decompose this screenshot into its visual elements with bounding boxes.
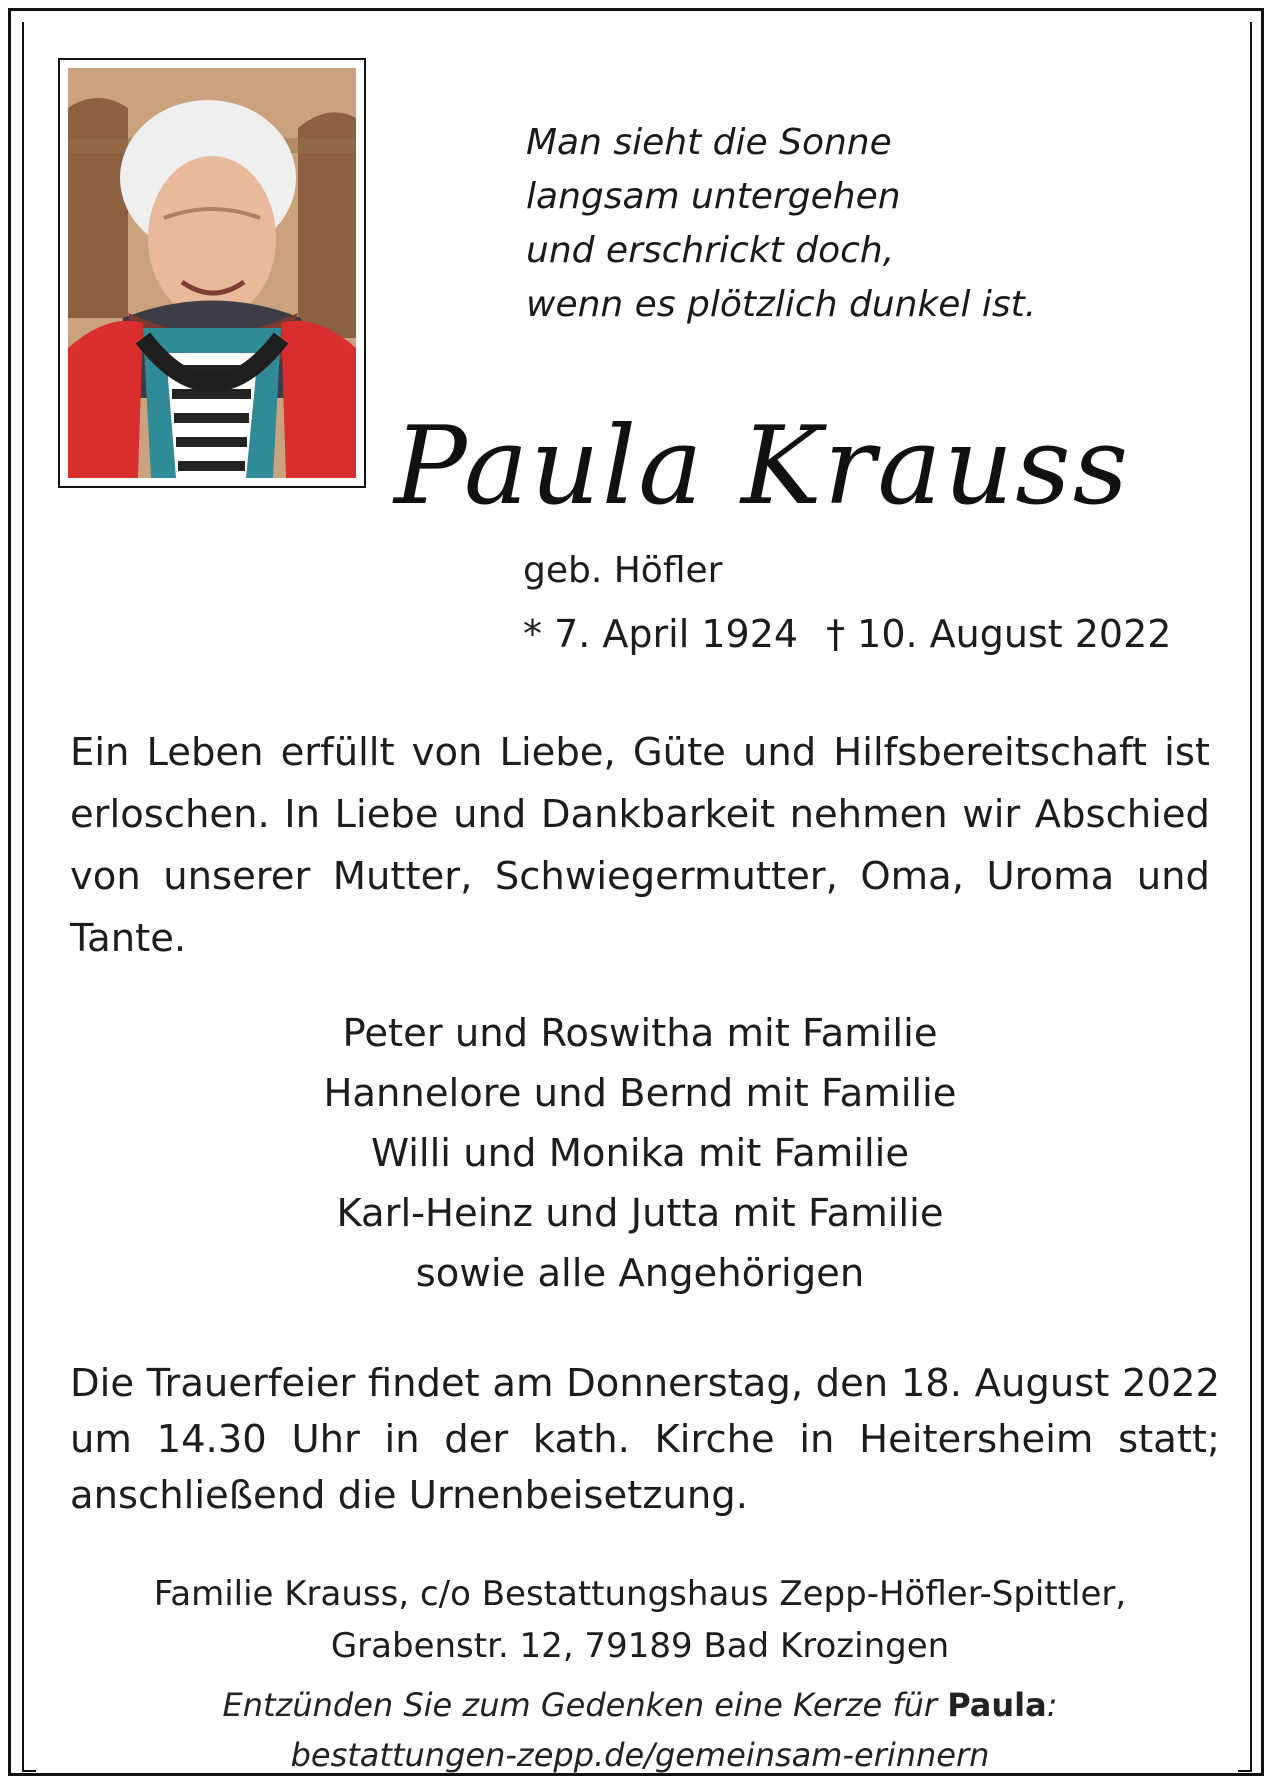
memorial-quote <box>526 116 1086 332</box>
candle-colon: : <box>1046 1686 1058 1724</box>
contact-line: Familie Krauss, c/o Bestattungshaus Zepp-Höfler-Spittler, <box>153 1574 1127 1614</box>
deceased-name: Paula Krauss <box>394 404 1131 529</box>
family-member: sowie alle Angehörigen <box>415 1251 865 1296</box>
family-member: Hannelore und Bernd mit Familie <box>323 1071 957 1116</box>
quote-line: wenn es plötzlich dunkel ist. <box>526 284 1037 325</box>
family-member: Willi und Monika mit Familie <box>370 1131 910 1176</box>
candle-name: Paula <box>947 1686 1047 1724</box>
candle-text: Entzünden Sie zum Gedenken eine Kerze für <box>222 1686 948 1724</box>
candle-line <box>70 1680 1210 1730</box>
family-member: Peter und Roswitha mit Familie <box>342 1011 938 1056</box>
portrait-illustration <box>68 68 356 478</box>
corner-mark-left <box>22 1758 36 1772</box>
contact-address <box>70 1568 1210 1672</box>
death-date: † 10. August 2022 <box>826 612 1172 656</box>
funeral-service-details: Die Trauerfeier findet am Donnerstag, den 18. August 2022 um 14.30 Uhr in der kath. Kirche in Heitersheim statt; anschließend die Urnenbeisetzung. <box>70 1361 1220 1518</box>
family-list <box>70 1004 1210 1304</box>
life-dates <box>523 610 1171 658</box>
quote-line: und erschrickt doch, <box>526 230 895 271</box>
intro-paragraph: Ein Leben erfüllt von Liebe, Güte und Hilfsbereitschaft ist erloschen. In Liebe und Dankbarkeit nehmen wir Abschied von unserer Mutter, Schwiegermutter, Oma, Uroma und Tante. <box>70 730 1210 961</box>
quote-line: Man sieht die Sonne <box>526 122 892 163</box>
quote-line: langsam untergehen <box>526 176 901 217</box>
birth-date: * 7. April 1924 <box>523 612 799 656</box>
portrait-frame <box>58 58 366 488</box>
corner-mark-right <box>1238 1758 1252 1772</box>
memorial-url[interactable]: bestattungen-zepp.de/gemeinsam-erinnern <box>290 1736 990 1774</box>
contact-line: Grabenstr. 12, 79189 Bad Krozingen <box>330 1626 950 1666</box>
portrait-photo <box>68 68 356 478</box>
family-member: Karl-Heinz und Jutta mit Familie <box>336 1191 944 1236</box>
birth-name: geb. Höfler <box>523 550 723 591</box>
candle-invitation <box>70 1680 1210 1780</box>
